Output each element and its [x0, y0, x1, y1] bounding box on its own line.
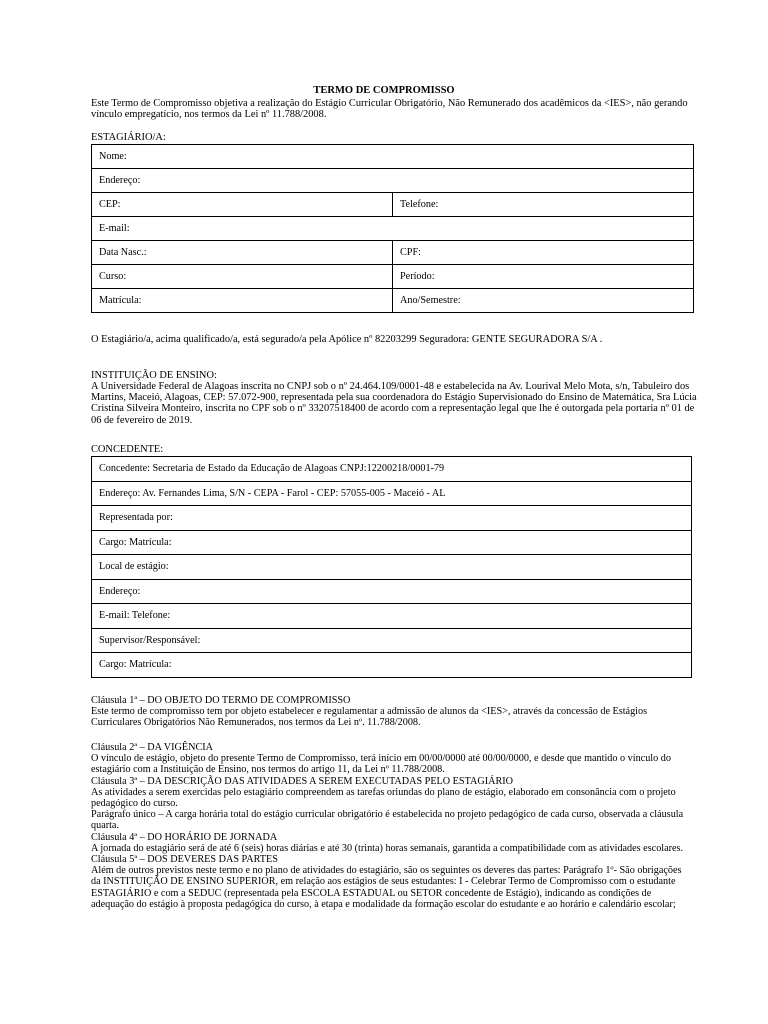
representada-field: Representada por: [92, 506, 692, 531]
local-estagio-field: Local de estágio: [92, 555, 692, 580]
table-row [92, 265, 694, 289]
nome-field: Nome: [92, 145, 694, 169]
instituicao-heading: INSTITUIÇÃO DE ENSINO: [91, 370, 217, 381]
concedente-table [91, 456, 692, 678]
supervisor-field: Supervisor/Responsável: [92, 628, 692, 653]
data-nasc-field: Data Nasc.: [92, 241, 393, 265]
table-row [92, 241, 694, 265]
cpf-field: CPF: [393, 241, 694, 265]
estagiario-table [91, 144, 694, 313]
seguro-text: O Estagiário/a, acima qualificado/a, está segurado/a pela Apólice nº 82203299 Seguradora: GENTE SEGURADORA S/A . [91, 334, 603, 345]
table-row [92, 628, 692, 653]
email-telefone-field: E-mail: Telefone: [92, 604, 692, 629]
table-row [92, 193, 694, 217]
table-row [92, 169, 694, 193]
clausula-3-paragraph: Parágrafo único – A carga horária total do estágio curricular obrigatório é estabelecida no projeto pedagógico de cada curso, observada a cláusula quarta. [91, 809, 684, 832]
table-row [92, 289, 694, 313]
table-row [92, 506, 692, 531]
instituicao-paragraph: A Universidade Federal de Alagoas inscrita no CNPJ sob o nº 24.464.109/0001-48 e estabelecida na Av. Lourival Melo Mota, s/n, Tabuleiro dos Martins, Maceió, Alagoas, CEP: 57.072-900, representada pela sua coordenadora do Estágio Supervisionado do Ensino de Matemática, Sra Lúcia Cristina Silveira Monteiro, inscrita no CPF sob o nº 33207518400 de acordo com a representação legal que lhe é outorgada pela portaria nº 01 de 06 de fevereiro de 2019. [91, 381, 697, 426]
email-field: E-mail: [92, 217, 694, 241]
cargo-matricula-field: Cargo: Matrícula: [92, 530, 692, 555]
clausula-5-title: Cláusula 5ª – DOS DEVERES DAS PARTES [91, 854, 278, 866]
clausula-2-text: O vínculo de estágio, objeto do presente Termo de Compromisso, terá início em 00/00/0000 até 00/00/0000, e desde que mantido o vínculo do estagiário com a Instituição de Ensino, nos termos do artigo 11, da Lei nº 11.788/2008. [91, 753, 671, 776]
clausula-5-text: Além de outros previstos neste termo e no plano de atividades do estagiário, são os seguintes os deveres das partes: Parágrafo 1º- São obrigações da INSTITUIÇÃO DE ENSINO SUPERIOR, em relação aos estágios de seus estudantes: I - Celebrar Termo de Compromisso com o estudante ESTAGIÁRIO e com a SEDUC (representada pela ESCOLA ESTADUAL ou SETOR concedente de Estágio), indicando as condições de adequação do estágio à proposta pedagógica do curso, à etapa e modalidade da formação escolar do estudante e ao horário e calendário escolar; [91, 865, 682, 910]
clausula-4-text: A jornada do estagiário será de até 6 (seis) horas diárias e até 30 (trinta) horas semanais, garantida a compatibilidade com as atividades escolares. [91, 842, 684, 854]
cep-field: CEP: [92, 193, 393, 217]
supervisor-cargo-field: Cargo: Matrícula: [92, 653, 692, 678]
clausula-2 [91, 742, 691, 910]
endereco-field: Endereço: [92, 169, 694, 193]
concedente-endereco-field: Endereço: Av. Fernandes Lima, S/N - CEPA - Farol - CEP: 57055-005 - Maceió - AL [92, 481, 692, 506]
table-row [92, 555, 692, 580]
periodo-field: Período: [393, 265, 694, 289]
concedente-field: Concedente: Secretaria de Estado da Educação de Alagoas CNPJ:12200218/0001-79 [92, 457, 692, 482]
intro-paragraph: Este Termo de Compromisso objetiva a realização do Estágio Curricular Obrigatório, Não Remunerado dos acadêmicos da <IES>, não gerando vínculo empregatício, nos termos da Lei nº 11.788/2008. [91, 98, 688, 121]
table-row [92, 653, 692, 678]
clausula-3-title: Cláusula 3ª – DA DESCRIÇÃO DAS ATIVIDADES A SEREM EXECUTADAS PELO ESTAGIÁRIO [91, 775, 513, 787]
estagiario-heading: ESTAGIÁRIO/A: [91, 132, 166, 143]
telefone-field: Telefone: [393, 193, 694, 217]
clausula-2-title: Cláusula 2ª – DA VIGÊNCIA [91, 742, 214, 753]
table-row [92, 604, 692, 629]
clausula-4-title: Cláusula 4ª – DO HORÁRIO DE JORNADA [91, 831, 278, 843]
table-row [92, 579, 692, 604]
curso-field: Curso: [92, 265, 393, 289]
matricula-field: Matrícula: [92, 289, 393, 313]
table-row [92, 481, 692, 506]
table-row [92, 457, 692, 482]
clausula-3-text: As atividades a serem exercidas pelo estagiário compreendem as tarefas oriundas do plano de estágio, elaborado em consonância com o projeto pedagógico do curso. [91, 786, 676, 810]
clausula-1 [91, 695, 691, 729]
concedente-heading: CONCEDENTE: [91, 444, 164, 455]
local-endereco-field: Endereço: [92, 579, 692, 604]
clausula-1-title: Cláusula 1ª – DO OBJETO DO TERMO DE COMPROMISSO [91, 695, 351, 706]
ano-semestre-field: Ano/Semestre: [393, 289, 694, 313]
document-title: TERMO DE COMPROMISSO [313, 85, 455, 96]
clausula-1-text: Este termo de compromisso tem por objeto estabelecer e regulamentar a admissão de alunos da <IES>, através da concessão de Estágios Curriculares Obrigatórios Não Remunerados, nos termos da Lei nº. 11.788/2008. [91, 706, 648, 729]
table-row [92, 530, 692, 555]
table-row [92, 145, 694, 169]
table-row [92, 217, 694, 241]
